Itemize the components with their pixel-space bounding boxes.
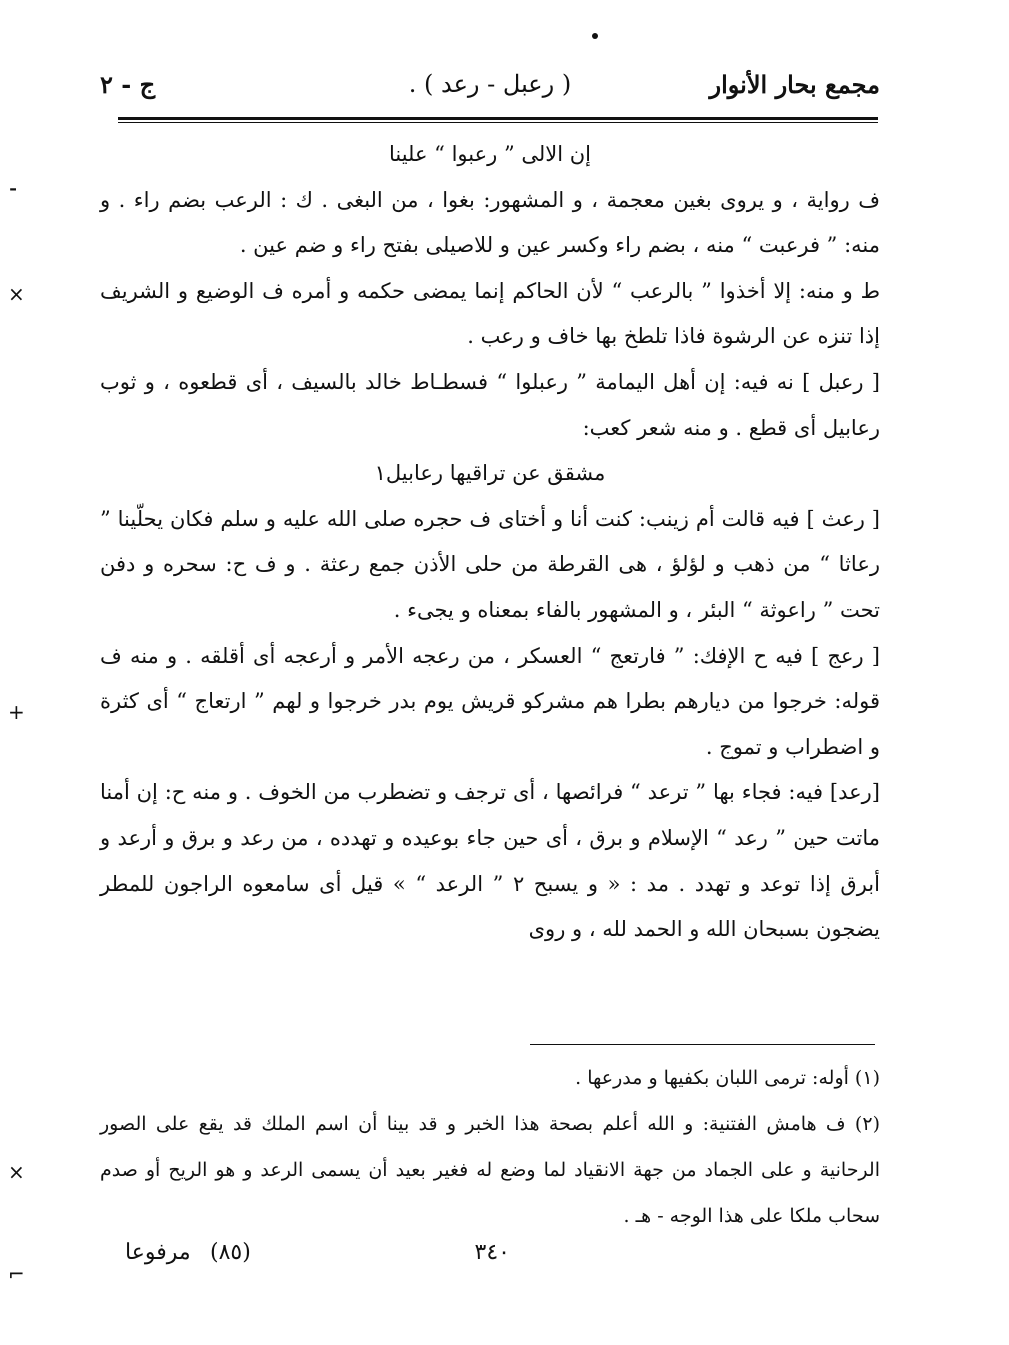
paragraph: ف رواية ، و يروى بغين معجمة ، و المشهور: بغوا ، من البغى . ك : الرعب بضم راء . و منه: ” فرعبت “ منه ، بضم راء وكسر عين و للاصيلى بفتح راء و ضم عين . — [100, 187, 880, 258]
entry-raad: [رعد] فيه: فجاء بها ” ترعد “ فرائصها ، أى ترجف و تضطرب من الخوف . و منه ح: إن أمنا ماتت حين ” رعد “ الإسلام و برق ، أى حين جاء بوعيده و تهدده ، من رعد و برق و أرعد و أبرق إذا توعد و تهدد . مد : « و يسبح ٢ ” الرعد “ » قيل أى سامعوه الراجون للمطر يضجون بسبحان الله و الحمد لله ، و روى — [100, 780, 880, 942]
footnote-rule — [530, 1044, 875, 1045]
footnotes — [100, 1055, 880, 1239]
verse-line: إن الالى ” رعبوا “ علينا — [388, 142, 592, 166]
paragraph: ط و منه: إلا أخذوا ” بالرعب “ لأن الحاكم إنما يمضى حكمه و أمره ف الوضيع و الشريف إذا تنزه عن الرشوة فاذا تلطخ بها خاف و رعب . — [100, 278, 880, 349]
margin-mark-icon: ⁃ — [8, 178, 18, 202]
footnote-2: (٢) ف هامش الفتنية: و الله أعلم بصحة هذا الخبر و قد بينا أن اسم الملك قد يقع على الصور الرحانية و على الجماد من جهة الانقياد لما وضع له فغير بعيد أن يسمى الرعد و هو الريح أو صدم سحاب ملكا على هذا الوجه - هـ . — [100, 1113, 880, 1227]
margin-mark-icon: × — [8, 282, 25, 306]
running-header — [100, 70, 880, 110]
header-entry-range: ( رعبل - رعد ) . — [408, 70, 572, 98]
page-number: ٣٤٠ — [474, 1240, 510, 1265]
header-volume: ج - ٢ — [100, 70, 156, 99]
main-text — [100, 132, 880, 953]
footnote-1: (١) أوله: ترمى اللبان بكفيها و مدرعها . — [575, 1067, 880, 1089]
entry-raabal: [ رعبل ] نه فيه: إن أهل اليمامة ” رعبلوا “ فسطـاط خالد بالسيف ، أى قطعوه ، و ثوب رعابيل أى قطع . و منه شعر كعب: — [100, 369, 880, 440]
header-rule-thin — [118, 122, 878, 123]
header-rule — [118, 117, 878, 120]
entry-raaj: [ رعج ] فيه ح الإفك: ” فارتعج “ العسكر ، من رعجه الأمر و أرعجه أى أقلقه . و منه ف قوله: خرجوا من ديارهم بطرا هم مشركو قريش يوم بدر خرجوا و لهم ” ارتعاج “ أى كثرة و اضطراب و تموج . — [100, 643, 880, 759]
entry-raath: [ رعث ] فيه قالت أم زينب: كنت أنا و أختاى ف حجره صلى الله عليه و سلم فكان يحلّينا ” رعاثا “ من ذهب و لؤلؤ ، هى القرطة من حلى الأذن جمع رعثة . و ف ح: سحره و دفن تحت ” راعوثة “ البئر ، و المشهور بالفاء بمعناه و يجىء . — [100, 506, 880, 622]
margin-mark-icon: + — [8, 700, 25, 724]
margin-mark-icon: ⌐ — [8, 1262, 25, 1286]
header-book-title: مجمع بحار الأنوار — [709, 70, 880, 99]
top-dot — [592, 33, 598, 39]
verse-line: مشقق عن تراقيها رعابيل١ — [374, 461, 606, 486]
signature-number: (٨٥) — [210, 1240, 251, 1265]
signature-word: مرفوعا — [125, 1240, 191, 1265]
page-footer — [100, 1240, 880, 1280]
margin-mark-icon: × — [8, 1160, 25, 1184]
